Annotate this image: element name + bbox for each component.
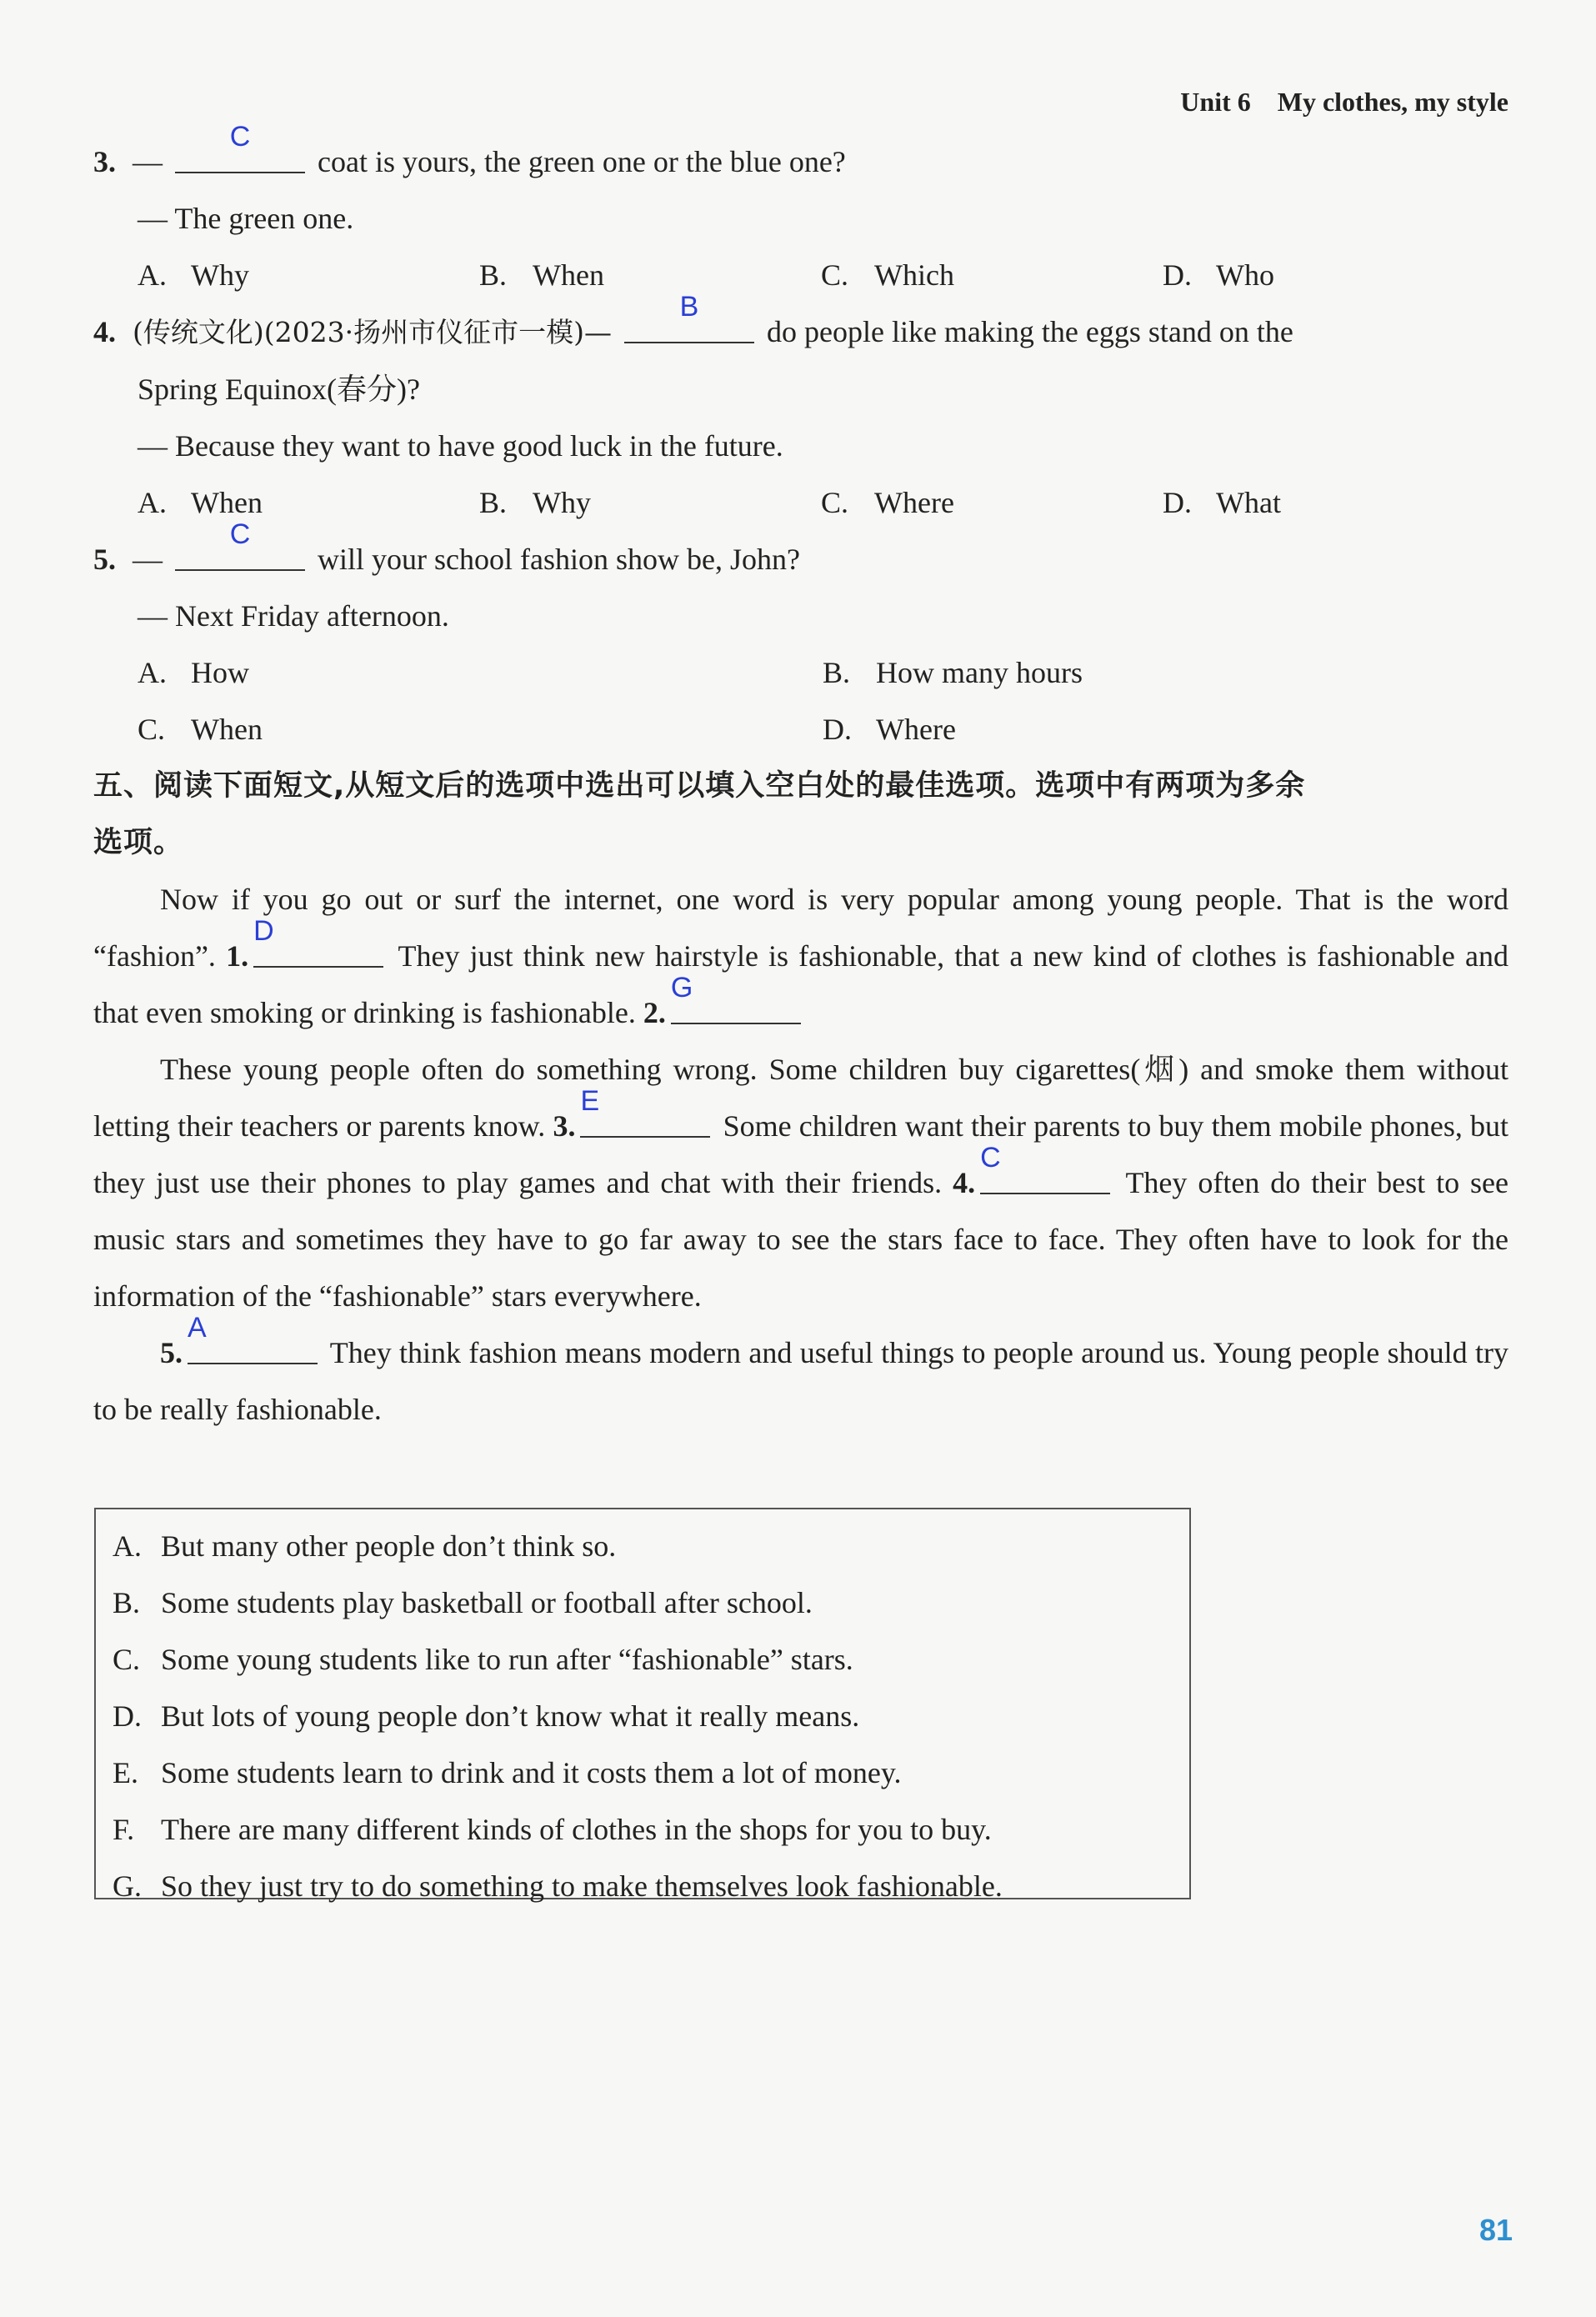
option[interactable]	[138, 701, 823, 758]
passage-text: They just think new hairstyle is fashionable, that a new kind of clothes is fashionable and that even smoking or drinking is fashionable.	[93, 939, 1508, 1029]
option-letter: B.	[479, 258, 508, 292]
choice-item[interactable]	[113, 1801, 1189, 1858]
blank-number: 2.	[643, 996, 666, 1029]
question-5	[93, 518, 1508, 588]
answer-blank[interactable]	[188, 1312, 318, 1364]
question-stem: will your school fashion show be, John?	[318, 543, 800, 576]
choice-letter: C.	[113, 1643, 141, 1676]
answer-mark: D	[253, 915, 274, 947]
answer-blank[interactable]	[175, 518, 305, 571]
choices-box	[94, 1508, 1191, 1903]
reply-line: — The green one.	[138, 202, 354, 235]
option[interactable]	[821, 247, 1163, 303]
choice-text: Some students learn to drink and it costs them a lot of money.	[161, 1756, 902, 1789]
blank-number: 1.	[226, 939, 249, 973]
option-letter: C.	[821, 258, 849, 292]
choice-letter: F.	[113, 1813, 135, 1846]
options-row	[93, 701, 1508, 758]
option-letter: D.	[823, 713, 852, 746]
option-letter: C.	[138, 713, 166, 746]
choice-text: So they just try to do something to make themselves look fashionable.	[161, 1869, 1003, 1903]
option-letter: D.	[1163, 486, 1192, 519]
passage-text: Some children want their parents to buy them mobile phones, but they just use their phones to play games and chat with their friends.	[93, 1109, 1509, 1199]
option[interactable]	[823, 701, 1508, 758]
choice-item[interactable]	[113, 1574, 1189, 1631]
page-number: 81	[1478, 2213, 1513, 2247]
answer-blank[interactable]	[580, 1085, 710, 1138]
question-source: (传统文化)(2023·扬州市仪征市一模)—	[133, 316, 612, 348]
answer-blank[interactable]	[980, 1142, 1110, 1194]
answer-blank[interactable]	[624, 291, 754, 343]
option-letter: C.	[821, 486, 849, 519]
choice-text: But lots of young people don’t know what it really means.	[161, 1699, 860, 1733]
content	[93, 121, 1509, 1438]
section-title-line2: 选项。	[93, 826, 184, 859]
option-text: When	[533, 258, 604, 292]
answer-mark: B	[679, 291, 699, 323]
passage-text: They think fashion means modern and useful things to people around us. Young people should try to be really fashionable.	[93, 1336, 1508, 1426]
option-text: Who	[1216, 258, 1274, 292]
choice-letter: D.	[113, 1699, 142, 1733]
answer-blank[interactable]	[175, 121, 305, 173]
option-text: When	[191, 486, 263, 519]
choice-letter: A.	[113, 1529, 142, 1563]
choice-text: Some young students like to run after “fashionable” stars.	[161, 1643, 853, 1676]
option[interactable]	[821, 474, 1163, 531]
passage-paragraph-1	[93, 871, 1508, 1041]
choice-letter: G.	[113, 1869, 142, 1903]
option-text: Why	[533, 486, 591, 519]
option[interactable]	[479, 474, 821, 531]
option-text: What	[1216, 486, 1281, 519]
passage-paragraph-3	[93, 1312, 1508, 1438]
choice-text: But many other people don’t think so.	[161, 1529, 617, 1563]
option-text: Where	[874, 486, 954, 519]
answer-mark: C	[229, 121, 251, 153]
option-text: Where	[876, 713, 956, 746]
option-letter: A.	[138, 656, 167, 689]
question-number: 5.	[93, 543, 116, 576]
option[interactable]	[138, 644, 823, 701]
choice-letter: E.	[113, 1756, 138, 1789]
option[interactable]	[138, 247, 479, 303]
option[interactable]	[1163, 247, 1504, 303]
option[interactable]	[1163, 474, 1504, 531]
answer-mark: C	[980, 1142, 1001, 1174]
dash: —	[133, 543, 163, 576]
choice-item[interactable]	[113, 1631, 1189, 1688]
question-stem: coat is yours, the green one or the blue one?	[318, 145, 846, 178]
option-letter: A.	[138, 258, 167, 292]
unit-title: My clothes, my style	[1277, 87, 1508, 117]
choice-item[interactable]	[113, 1858, 1189, 1914]
choice-text: Some students play basketball or football after school.	[161, 1586, 813, 1619]
choice-item[interactable]	[113, 1518, 1189, 1574]
answer-blank[interactable]	[253, 915, 383, 968]
choice-item[interactable]	[113, 1744, 1189, 1801]
question-stem: do people like making the eggs stand on the	[766, 315, 1293, 348]
option-letter: A.	[138, 486, 167, 519]
answer-blank[interactable]	[670, 972, 801, 1024]
option-text: How many hours	[876, 656, 1083, 689]
passage-paragraph-2	[93, 1041, 1508, 1324]
question-number: 3.	[93, 145, 116, 178]
option-letter: D.	[1163, 258, 1192, 292]
question-4	[93, 291, 1508, 361]
running-header	[1180, 87, 1508, 118]
option-text: Which	[874, 258, 954, 292]
blank-number: 4.	[953, 1166, 976, 1199]
blank-number: 3.	[553, 1109, 576, 1143]
option-letter: B.	[823, 656, 851, 689]
section-title: 五、阅读下面短文,从短文后的选项中选出可以填入空白处的最佳选项。选项中有两项为多余	[93, 769, 1306, 803]
question-stem-line2: Spring Equinox(春分)?	[138, 373, 420, 406]
answer-mark: G	[670, 972, 693, 1003]
option[interactable]	[823, 644, 1508, 701]
answer-mark: C	[229, 518, 251, 550]
choice-text: There are many different kinds of clothes in the shops for you to buy.	[161, 1813, 992, 1846]
option-text: Why	[191, 258, 249, 292]
choice-item[interactable]	[113, 1688, 1189, 1744]
passage-text: They often do their best to see music stars and sometimes they have to go far away to see the stars face to face. They often have to look for the information of the “fashionable” stars everywhere.	[93, 1166, 1508, 1313]
reply-line: — Next Friday afternoon.	[138, 599, 449, 633]
answer-mark: A	[188, 1312, 207, 1344]
option-text: How	[191, 656, 249, 689]
question-3	[93, 121, 1508, 190]
question-number: 4.	[93, 315, 116, 348]
passage-text: Now if you go out or surf the internet, one word is very popular among young people. That is the word “fashion”.	[93, 883, 1508, 973]
choice-letter: B.	[113, 1586, 141, 1619]
answer-mark: E	[580, 1085, 600, 1117]
options-row	[93, 644, 1508, 701]
options-row	[93, 247, 1508, 303]
options-row	[93, 474, 1508, 531]
option-letter: B.	[479, 486, 508, 519]
unit-label: Unit 6	[1180, 87, 1251, 117]
passage-text: These young people often do something wrong. Some children buy cigarettes(烟) and smoke them without letting their teachers or parents know.	[93, 1053, 1508, 1143]
blank-number: 5.	[160, 1336, 183, 1369]
reply-line: — Because they want to have good luck in the future.	[138, 429, 783, 463]
dash: —	[133, 145, 163, 178]
option-text: When	[191, 713, 263, 746]
